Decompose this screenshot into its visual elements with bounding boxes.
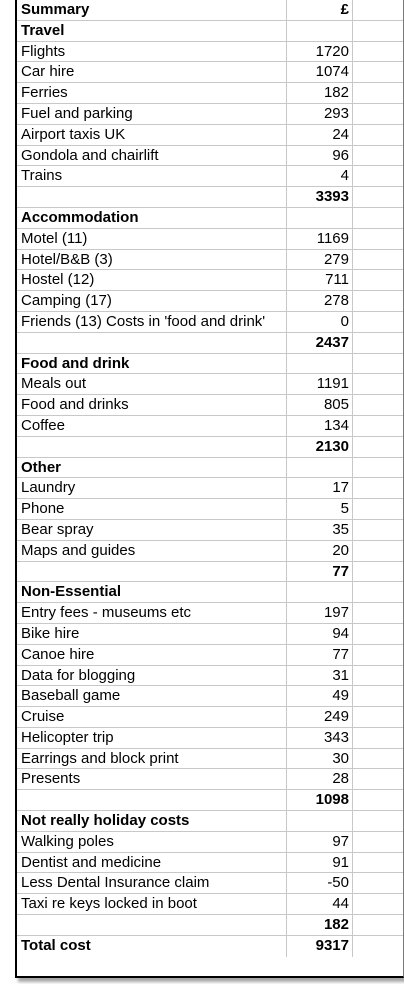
item-value-cell[interactable]: 711: [287, 270, 353, 290]
table-row: [17, 520, 403, 541]
empty-cell[interactable]: [353, 853, 403, 873]
section-header-row: [17, 21, 403, 42]
empty-cell[interactable]: [287, 582, 353, 602]
empty-cell[interactable]: [353, 104, 403, 124]
empty-cell[interactable]: [353, 21, 403, 41]
item-value-cell[interactable]: 343: [287, 728, 353, 748]
section-title-cell[interactable]: Accommodation: [17, 208, 287, 228]
empty-cell[interactable]: [287, 811, 353, 831]
item-value-cell[interactable]: 293: [287, 104, 353, 124]
table-row: [17, 166, 403, 187]
header-title-cell[interactable]: Summary: [17, 0, 287, 20]
item-value-cell[interactable]: 97: [287, 832, 353, 852]
item-label-cell[interactable]: Data for blogging: [17, 666, 287, 686]
empty-cell[interactable]: [353, 603, 403, 623]
item-label-cell[interactable]: Laundry: [17, 478, 287, 498]
empty-cell[interactable]: [353, 915, 403, 935]
empty-cell[interactable]: [353, 832, 403, 852]
subtotal-row: [17, 437, 403, 458]
table-row: [17, 666, 403, 687]
item-label-cell[interactable]: Meals out: [17, 374, 287, 394]
empty-cell[interactable]: [17, 562, 287, 582]
empty-cell[interactable]: [353, 333, 403, 353]
table-row: [17, 645, 403, 666]
empty-cell[interactable]: [353, 541, 403, 561]
section-title-cell[interactable]: Other: [17, 458, 287, 478]
section-header-row: [17, 582, 403, 603]
empty-cell[interactable]: [353, 769, 403, 789]
empty-cell[interactable]: [17, 790, 287, 810]
empty-cell[interactable]: [17, 915, 287, 935]
item-value-cell[interactable]: 94: [287, 624, 353, 644]
section-header-row: [17, 354, 403, 375]
item-label-cell[interactable]: Dentist and medicine: [17, 853, 287, 873]
item-value-cell[interactable]: 4: [287, 166, 353, 186]
item-value-cell[interactable]: 182: [287, 83, 353, 103]
header-currency-cell[interactable]: £: [287, 0, 353, 20]
item-label-cell[interactable]: Food and drinks: [17, 395, 287, 415]
item-value-cell[interactable]: 0: [287, 312, 353, 332]
empty-cell[interactable]: [353, 83, 403, 103]
item-value-cell[interactable]: 77: [287, 645, 353, 665]
section-header-row: [17, 811, 403, 832]
table-row: [17, 395, 403, 416]
empty-cell[interactable]: [353, 250, 403, 270]
empty-cell[interactable]: [353, 520, 403, 540]
section-header-row: [17, 458, 403, 479]
subtotal-value-cell[interactable]: 1098: [287, 790, 353, 810]
item-label-cell[interactable]: Car hire: [17, 62, 287, 82]
table-row: [17, 541, 403, 562]
item-value-cell[interactable]: 91: [287, 853, 353, 873]
item-label-cell[interactable]: Airport taxis UK: [17, 125, 287, 145]
table-row: [17, 312, 403, 333]
subtotal-value-cell[interactable]: 182: [287, 915, 353, 935]
empty-cell[interactable]: [17, 437, 287, 457]
subtotal-row: [17, 915, 403, 936]
table-row: [17, 416, 403, 437]
empty-cell[interactable]: [353, 790, 403, 810]
total-row: [17, 936, 403, 957]
empty-cell[interactable]: [353, 42, 403, 62]
table-row: [17, 749, 403, 770]
item-label-cell[interactable]: Camping (17): [17, 291, 287, 311]
item-value-cell[interactable]: 1074: [287, 62, 353, 82]
table-row: [17, 769, 403, 790]
item-value-cell[interactable]: 49: [287, 686, 353, 706]
table-row: [17, 125, 403, 146]
item-label-cell[interactable]: Entry fees - museums etc: [17, 603, 287, 623]
empty-cell[interactable]: [353, 458, 403, 478]
table-row: [17, 42, 403, 63]
item-label-cell[interactable]: Earrings and block print: [17, 749, 287, 769]
section-title-cell[interactable]: Food and drink: [17, 354, 287, 374]
item-label-cell[interactable]: Bear spray: [17, 520, 287, 540]
empty-cell[interactable]: [353, 374, 403, 394]
empty-cell[interactable]: [353, 582, 403, 602]
item-label-cell[interactable]: Maps and guides: [17, 541, 287, 561]
item-label-cell[interactable]: Presents: [17, 769, 287, 789]
item-label-cell[interactable]: Baseball game: [17, 686, 287, 706]
empty-cell[interactable]: [353, 166, 403, 186]
table-row: [17, 499, 403, 520]
subtotal-value-cell[interactable]: 2130: [287, 437, 353, 457]
empty-cell[interactable]: [353, 395, 403, 415]
item-value-cell[interactable]: 134: [287, 416, 353, 436]
table-row: [17, 603, 403, 624]
empty-cell[interactable]: [353, 894, 403, 914]
item-label-cell[interactable]: Hostel (12): [17, 270, 287, 290]
sections-container: [17, 21, 403, 936]
item-label-cell[interactable]: Fuel and parking: [17, 104, 287, 124]
empty-cell[interactable]: [353, 208, 403, 228]
item-label-cell[interactable]: Flights: [17, 42, 287, 62]
table-row: [17, 853, 403, 874]
empty-cell[interactable]: [353, 437, 403, 457]
item-value-cell[interactable]: 44: [287, 894, 353, 914]
empty-cell[interactable]: [17, 187, 287, 207]
item-label-cell[interactable]: Hotel/B&B (3): [17, 250, 287, 270]
item-value-cell[interactable]: 31: [287, 666, 353, 686]
table-row: [17, 707, 403, 728]
table-row: [17, 250, 403, 271]
empty-cell[interactable]: [287, 21, 353, 41]
item-label-cell[interactable]: Less Dental Insurance claim: [17, 873, 287, 893]
empty-cell[interactable]: [353, 707, 403, 727]
table-row: [17, 146, 403, 167]
item-value-cell[interactable]: 1191: [287, 374, 353, 394]
empty-cell[interactable]: [353, 0, 403, 20]
item-label-cell[interactable]: Gondola and chairlift: [17, 146, 287, 166]
item-label-cell[interactable]: Walking poles: [17, 832, 287, 852]
table-row: [17, 624, 403, 645]
empty-cell[interactable]: [353, 686, 403, 706]
table-row: [17, 83, 403, 104]
item-label-cell[interactable]: Cruise: [17, 707, 287, 727]
table-row: [17, 894, 403, 915]
table-row: [17, 62, 403, 83]
item-label-cell[interactable]: Canoe hire: [17, 645, 287, 665]
empty-cell[interactable]: [353, 62, 403, 82]
subtotal-value-cell[interactable]: 2437: [287, 333, 353, 353]
item-label-cell[interactable]: Ferries: [17, 83, 287, 103]
section-title-cell[interactable]: Travel: [17, 21, 287, 41]
subtotal-value-cell[interactable]: 3393: [287, 187, 353, 207]
subtotal-row: [17, 562, 403, 583]
item-label-cell[interactable]: Phone: [17, 499, 287, 519]
item-label-cell[interactable]: Taxi re keys locked in boot: [17, 894, 287, 914]
empty-cell[interactable]: [353, 562, 403, 582]
item-value-cell[interactable]: 197: [287, 603, 353, 623]
item-value-cell[interactable]: 96: [287, 146, 353, 166]
empty-cell[interactable]: [287, 354, 353, 374]
section-header-row: [17, 208, 403, 229]
empty-cell[interactable]: [353, 312, 403, 332]
empty-cell[interactable]: [353, 666, 403, 686]
item-label-cell[interactable]: Motel (11): [17, 229, 287, 249]
empty-cell[interactable]: [353, 749, 403, 769]
spreadsheet-table: [15, 0, 404, 978]
item-label-cell[interactable]: Trains: [17, 166, 287, 186]
empty-cell[interactable]: [353, 478, 403, 498]
table-row: [17, 291, 403, 312]
empty-cell[interactable]: [353, 873, 403, 893]
subtotal-row: [17, 790, 403, 811]
item-value-cell[interactable]: 5: [287, 499, 353, 519]
item-value-cell[interactable]: 30: [287, 749, 353, 769]
empty-cell[interactable]: [353, 811, 403, 831]
total-value-cell[interactable]: 9317: [287, 936, 353, 957]
header-row: [17, 0, 403, 21]
item-value-cell[interactable]: 35: [287, 520, 353, 540]
table-row: [17, 728, 403, 749]
empty-cell[interactable]: [287, 208, 353, 228]
item-value-cell[interactable]: 1169: [287, 229, 353, 249]
total-label-cell[interactable]: Total cost: [17, 936, 287, 957]
empty-cell[interactable]: [353, 728, 403, 748]
empty-cell[interactable]: [287, 458, 353, 478]
empty-cell[interactable]: [353, 645, 403, 665]
empty-cell[interactable]: [353, 270, 403, 290]
empty-cell[interactable]: [353, 146, 403, 166]
table-row: [17, 873, 403, 894]
empty-cell[interactable]: [353, 354, 403, 374]
section-title-cell[interactable]: Non-Essential: [17, 582, 287, 602]
empty-cell[interactable]: [353, 416, 403, 436]
table-row: [17, 229, 403, 250]
item-value-cell[interactable]: 17: [287, 478, 353, 498]
item-value-cell[interactable]: 24: [287, 125, 353, 145]
empty-cell[interactable]: [353, 624, 403, 644]
table-row: [17, 104, 403, 125]
item-value-cell[interactable]: 28: [287, 769, 353, 789]
item-value-cell[interactable]: 20: [287, 541, 353, 561]
item-label-cell[interactable]: Helicopter trip: [17, 728, 287, 748]
item-value-cell[interactable]: 805: [287, 395, 353, 415]
subtotal-value-cell[interactable]: 77: [287, 562, 353, 582]
subtotal-row: [17, 333, 403, 354]
empty-cell[interactable]: [353, 936, 403, 957]
item-value-cell[interactable]: 1720: [287, 42, 353, 62]
item-label-cell[interactable]: Friends (13) Costs in 'food and drink': [17, 312, 287, 332]
empty-cell[interactable]: [353, 229, 403, 249]
table-row: [17, 832, 403, 853]
item-label-cell[interactable]: Bike hire: [17, 624, 287, 644]
item-label-cell[interactable]: Coffee: [17, 416, 287, 436]
item-value-cell[interactable]: 278: [287, 291, 353, 311]
subtotal-row: [17, 187, 403, 208]
empty-cell[interactable]: [353, 499, 403, 519]
empty-cell[interactable]: [353, 187, 403, 207]
section-title-cell[interactable]: Not really holiday costs: [17, 811, 287, 831]
item-value-cell[interactable]: 279: [287, 250, 353, 270]
table-row: [17, 374, 403, 395]
table-row: [17, 686, 403, 707]
table-row: [17, 270, 403, 291]
table-row: [17, 478, 403, 499]
empty-cell[interactable]: [17, 333, 287, 353]
item-value-cell[interactable]: -50: [287, 873, 353, 893]
empty-cell[interactable]: [353, 291, 403, 311]
item-value-cell[interactable]: 249: [287, 707, 353, 727]
empty-cell[interactable]: [353, 125, 403, 145]
